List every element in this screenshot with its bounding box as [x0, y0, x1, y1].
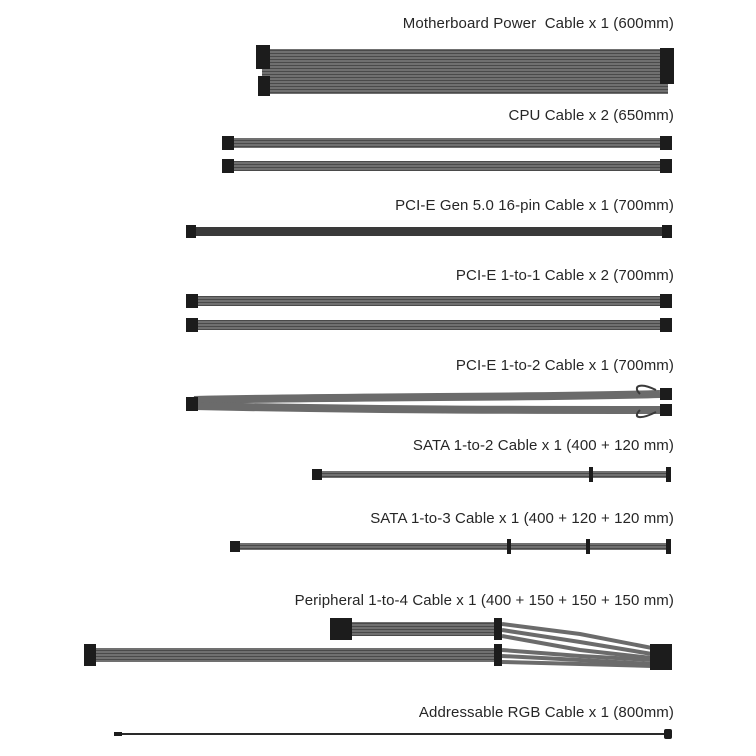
connector-icon [312, 469, 322, 480]
sata-1to2-cable-image [312, 467, 671, 482]
connector-icon [660, 48, 674, 84]
peripheral-1to4-cable-label: Peripheral 1-to-4 Cable x 1 (400 + 150 + 150 + 150 mm) [294, 592, 674, 609]
connector-icon [330, 618, 352, 640]
sata-1to2-cable-label: SATA 1-to-2 Cable x 1 (400 + 120 mm) [412, 437, 674, 454]
pcie-gen5-cable-image [186, 225, 672, 238]
pcie-1to2-cable-image [186, 386, 672, 417]
connector-icon [650, 644, 672, 670]
pcie-1to2-cable-label: PCI-E 1-to-2 Cable x 1 (700mm) [455, 357, 674, 374]
connector-icon [222, 159, 234, 173]
connector-icon [84, 644, 96, 666]
connector-icon [666, 539, 671, 554]
sata-1to3-cable-label: SATA 1-to-3 Cable x 1 (400 + 120 + 120 mm) [370, 510, 674, 527]
connector-icon [230, 541, 240, 552]
connector-icon [660, 404, 672, 416]
connector-icon [660, 388, 672, 400]
pcie-gen5-cable-label: PCI-E Gen 5.0 16-pin Cable x 1 (700mm) [395, 197, 674, 214]
connector-icon [256, 45, 270, 69]
connector-icon [660, 159, 672, 173]
sata-1to3-cable-image [230, 539, 671, 554]
connector-icon [660, 294, 672, 308]
connector-icon [507, 539, 511, 554]
connector-icon [186, 294, 198, 308]
connector-icon [589, 467, 593, 482]
argb-cable-label: Addressable RGB Cable x 1 (800mm) [418, 704, 674, 721]
connector-icon [114, 732, 122, 736]
peripheral-1to4-cable-image [84, 618, 672, 670]
connector-icon [186, 397, 198, 411]
cpu-cable-label: CPU Cable x 2 (650mm) [508, 107, 674, 124]
connector-icon [662, 225, 672, 238]
connector-icon [258, 76, 270, 96]
connector-icon [666, 467, 671, 482]
argb-cable-image [114, 729, 672, 739]
pcie-1to1-cable-image [186, 294, 672, 332]
motherboard-cable-image [256, 45, 674, 96]
connector-icon [664, 729, 672, 739]
cpu-cable-image [222, 136, 672, 173]
connector-icon [222, 136, 234, 150]
connector-icon [660, 318, 672, 332]
pcie-1to1-cable-label: PCI-E 1-to-1 Cable x 2 (700mm) [455, 267, 674, 284]
connector-icon [186, 225, 196, 238]
connector-icon [660, 136, 672, 150]
connector-icon [586, 539, 590, 554]
connector-icon [494, 644, 502, 666]
connector-icon [494, 618, 502, 640]
connector-icon [186, 318, 198, 332]
motherboard-cable-label: Motherboard Power Cable x 1 (600mm) [402, 15, 674, 32]
